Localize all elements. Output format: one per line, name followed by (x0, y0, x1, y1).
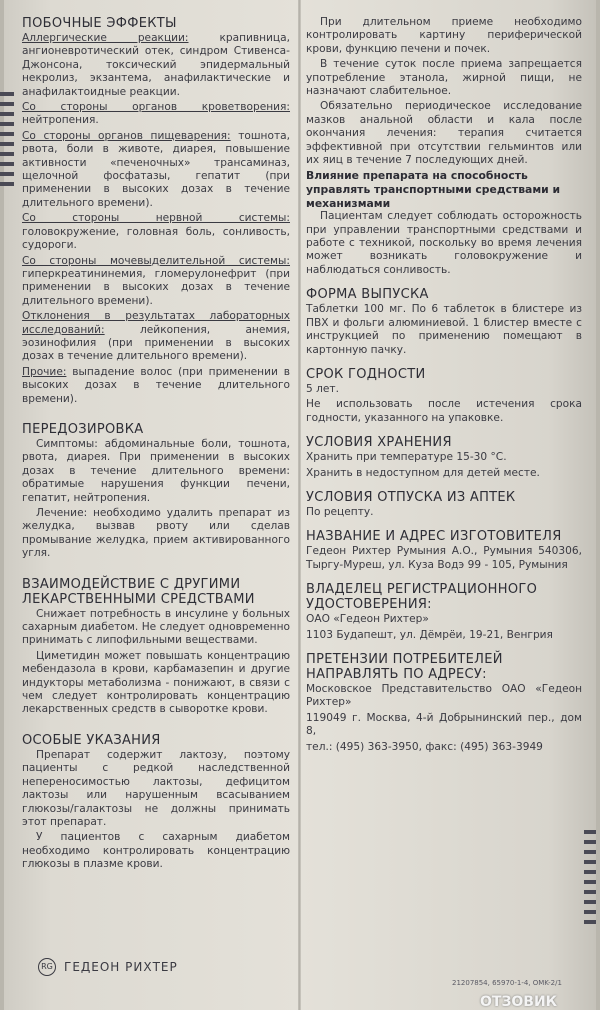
blood-lead: Со стороны органов кроветворения: (22, 101, 290, 114)
urine-paragraph (22, 255, 290, 309)
storage-line-2: Хранить в недоступном для детей месте. (306, 466, 540, 479)
driving-title: Влияние препарата на способность управлять транспортными средствами и механизмами (306, 169, 561, 210)
overdose-symptoms: Симптомы: абдоминальные боли, тошнота, рвота, диарея. При применении в высоких дозах в течение длительного времени: обратимые нарушения функции печени, гепатит, нейтропения. (22, 437, 290, 504)
lab-paragraph (22, 310, 290, 364)
nerve-paragraph (22, 212, 290, 252)
allergic-text: крапивница, ангионевротический отек, синдром Стивенса-Джонсона, токсический эпидермальный некролиз, экзантема, анафилактические и анафилактоидные реакции. (22, 32, 291, 98)
right-column (306, 16, 582, 756)
left-column (22, 16, 290, 874)
owner-line-2: 1103 Будапешт, ул. Дёмрёи, 19-21, Венгрия (306, 628, 553, 641)
interaction-paragraph-2: Циметидин может повышать концентрацию мебендазола в крови, карбамазепин и другие индукторы метаболизма - понижают, в связи с чем следует контролировать концентрацию лекарственных средств в сыворотке крови. (22, 649, 290, 716)
form-title: ФОРМА ВЫПУСКА (306, 287, 429, 303)
owner-title: ВЛАДЕЛЕЦ РЕГИСТРАЦИОННОГО УДОСТОВЕРЕНИЯ: (306, 582, 538, 613)
nerve-text: головокружение, головная боль, сонливость, судороги. (22, 225, 290, 252)
claims-line-2: 119049 г. Москва, 4-й Добрынинский пер., дом 8, (306, 711, 582, 738)
owner-line-1: ОАО «Гедеон Рихтер» (306, 613, 429, 626)
ethanol-paragraph: В течение суток после приема запрещается употребление этанола, жирной пищи, не назначают слабительное. (306, 58, 582, 98)
edge-marks-right (584, 830, 596, 928)
storage-title: УСЛОВИЯ ХРАНЕНИЯ (306, 435, 452, 451)
blood-text: нейтропения. (22, 114, 99, 127)
side-effects-title: ПОБОЧНЫЕ ЭФФЕКТЫ (22, 16, 177, 31)
other-paragraph (22, 366, 290, 406)
claims-line-1: Московское Представительство ОАО «Гедеон Рихтер» (306, 682, 582, 709)
dispense-title: УСЛОВИЯ ОТПУСКА ИЗ АПТЕК (306, 489, 516, 505)
lab-text: лейкопения, анемия, эозинофилия (при применении в высоких дозах в течение длительного времени). (22, 323, 290, 363)
nerve-lead: Со стороны нервной системы: (22, 212, 290, 225)
interaction-paragraph-1: Снижает потребность в инсулине у больных сахарным диабетом. Не следует одновременно принимать с липофильными веществами. (22, 607, 290, 647)
urine-lead: Со стороны мочевыделительной системы: (22, 254, 290, 267)
digest-paragraph (22, 130, 290, 210)
exam-paragraph: Обязательно периодическое исследование мазков анальной области и кала после окончания лечения: терапия считается эффективной при отсутствии гельминтов или их яиц в течение 7 последующих дней. (306, 100, 582, 167)
digest-lead: Со стороны органов пищеварения: (22, 129, 231, 142)
storage-line-1: Хранить при температуре 15-30 °С. (306, 451, 507, 464)
edge-marks-left (0, 92, 14, 186)
logo-mark-icon: RG (38, 958, 56, 976)
driving-paragraph: Пациентам следует соблюдать осторожность при управлении транспортными средствами и работе с техникой, поскольку во время лечения может возникать головокружение и наблюдаться сонливость. (306, 210, 582, 276)
overdose-title: ПЕРЕДОЗИРОВКА (22, 421, 144, 437)
special-paragraph-2: У пациентов с сахарным диабетом необходимо контролировать концентрацию глюкозы в плазме крови. (22, 831, 290, 871)
print-code: 21207854, 65970-1-4, OMK-2/1 (452, 979, 562, 987)
allergic-paragraph (22, 32, 290, 99)
shelf-years: 5 лет. (306, 382, 339, 395)
lab-lead: Отклонения в результатах лабораторных исследований: (22, 310, 290, 336)
overdose-treatment: Лечение: необходимо удалить препарат из желудка, вызвав рвоту или сделав промывание желудка, прием активированного угля. (22, 507, 290, 560)
blood-paragraph (22, 101, 290, 128)
interaction-title: ВЗАИМОДЕЙСТВИЕ С ДРУГИМИ ЛЕКАРСТВЕННЫМИ СРЕДСТВАМИ (22, 576, 255, 607)
shelf-paragraph: Не использовать после истечения срока годности, указанного на упаковке. (306, 398, 582, 424)
other-lead: Прочие: (22, 365, 67, 378)
shelf-title: СРОК ГОДНОСТИ (306, 366, 426, 382)
maker-paragraph: Гедеон Рихтер Румыния А.О., Румыния 540306, Тыргу-Муреш, ул. Куза Водэ 99 - 105, Румыния (306, 545, 582, 571)
paper-fold (298, 0, 301, 1010)
claims-line-3: тел.: (495) 363-3950, факс: (495) 363-3949 (306, 740, 543, 753)
maker-title: НАЗВАНИЕ И АДРЕС ИЗГОТОВИТЕЛЯ (306, 529, 562, 545)
gedeon-richter-logo (38, 958, 178, 976)
form-paragraph: Таблетки 100 мг. По 6 таблеток в блистере из ПВХ и фольги алюминиевой. 1 блистер вместе с инструкцией по применению помещают в картонную пачку. (306, 303, 582, 356)
dispense-text: По рецепту. (306, 505, 374, 518)
company-name: ГЕДЕОН РИХТЕР (64, 960, 178, 974)
claims-title: ПРЕТЕНЗИИ ПОТРЕБИТЕЛЕЙ НАПРАВЛЯТЬ ПО АДРЕСУ: (306, 651, 503, 682)
allergic-lead: Аллергические реакции: (22, 32, 189, 44)
special-title: ОСОБЫЕ УКАЗАНИЯ (22, 732, 161, 748)
special-paragraph-1: Препарат содержит лактозу, поэтому пациенты с редкой наследственной непереносимостью лактозы, дефицитом лактозы или нарушенным всасыванием глюкозы/галактозы не должны принимать этот препарат. (22, 748, 290, 828)
long-use-paragraph: При длительном приеме необходимо контролировать картину периферической крови, функцию печени и почек. (306, 16, 582, 55)
digest-text: тошнота, рвота, боли в животе, диарея, повышение активности «печеночных» трансаминаз, щелочной фосфатазы, гепатит (при применении в высоких дозах в течение длительного времени). (22, 129, 290, 209)
urine-text: гиперкреатининемия, гломерулонефрит (при применении в высоких дозах в течение длительного времени). (22, 267, 290, 307)
watermark: ОТЗОВИК (480, 994, 558, 1010)
other-text: выпадение волос (при применении в высоких дозах в течение длительного времени). (22, 365, 290, 405)
